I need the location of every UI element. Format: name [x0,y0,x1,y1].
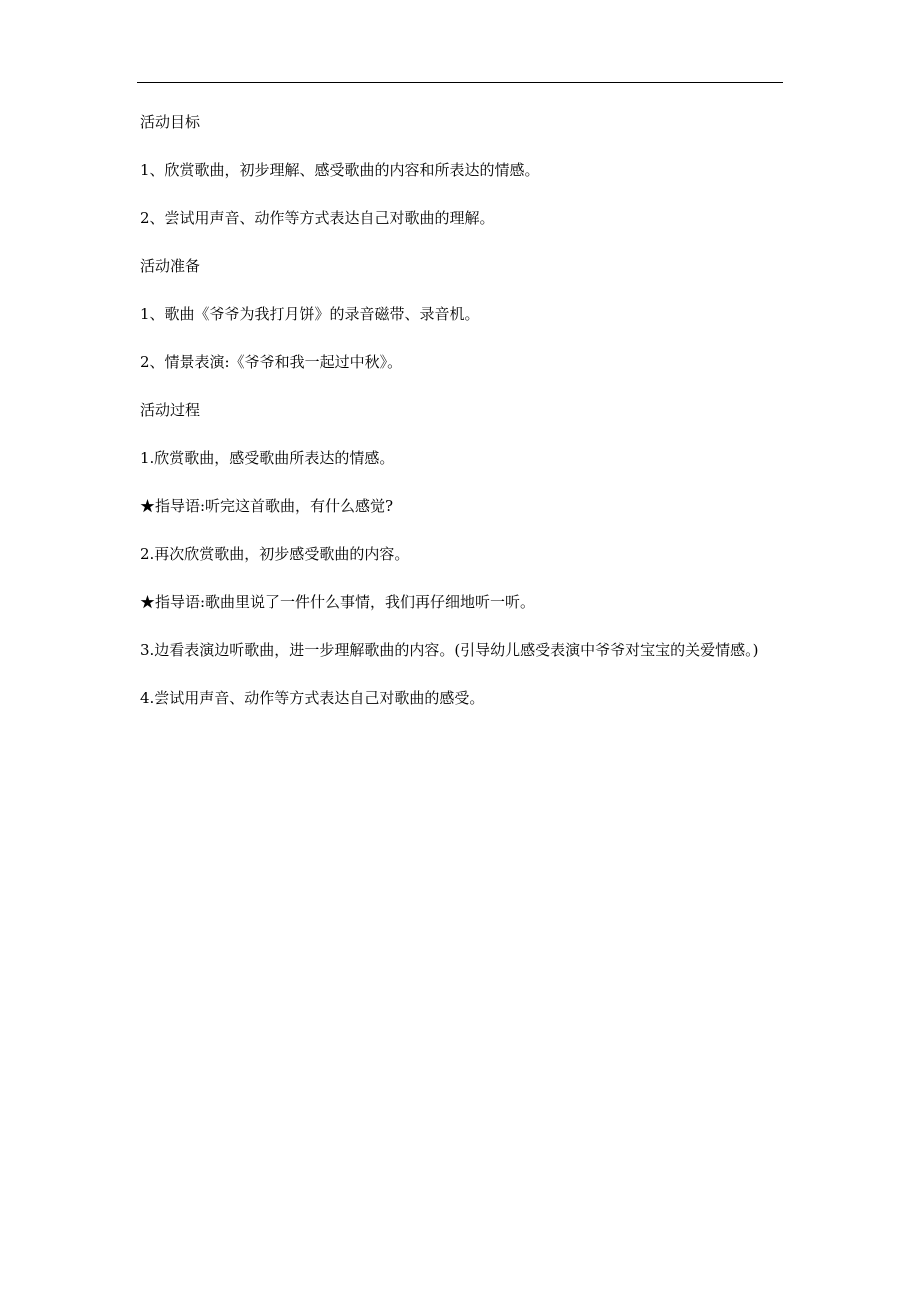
section-heading-process: 活动过程 [140,401,201,419]
guidance-note-1: ★指导语:听完这首歌曲，有什么感觉? [140,497,394,515]
process-step-1: 1.欣赏歌曲，感受歌曲所表达的情感。 [140,449,395,467]
process-step-3: 3.边看表演边听歌曲，进一步理解歌曲的内容。(引导幼儿感受表演中爷爷对宝宝的关爱情感。) [140,641,759,659]
section-heading-goals: 活动目标 [140,113,201,131]
document-body [140,110,790,734]
header-rule [137,82,783,83]
preparation-item-1: 1、歌曲《爷爷为我打月饼》的录音磁带、录音机。 [140,305,480,323]
section-heading-preparation: 活动准备 [140,257,201,275]
goal-item-1: 1、欣赏歌曲，初步理解、感受歌曲的内容和所表达的情感。 [140,161,540,179]
process-step-4: 4.尝试用声音、动作等方式表达自己对歌曲的感受。 [140,689,485,707]
process-step-2: 2.再次欣赏歌曲，初步感受歌曲的内容。 [140,545,410,563]
preparation-item-2: 2、情景表演:《爷爷和我一起过中秋》。 [140,353,403,371]
guidance-note-2: ★指导语:歌曲里说了一件什么事情，我们再仔细地听一听。 [140,593,536,611]
goal-item-2: 2、尝试用声音、动作等方式表达自己对歌曲的理解。 [140,209,495,227]
